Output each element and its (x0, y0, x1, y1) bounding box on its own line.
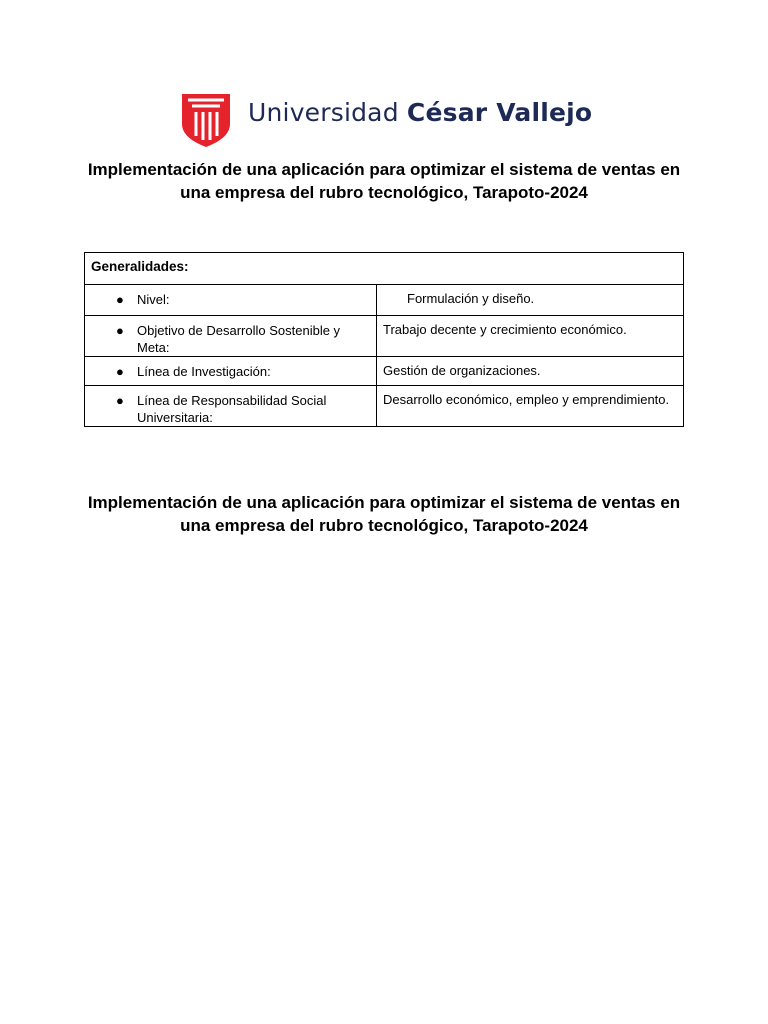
university-name-bold: César Vallejo (406, 98, 593, 127)
table-row (85, 357, 684, 386)
row-value: Trabajo decente y crecimiento económico. (383, 322, 627, 337)
university-logo (180, 90, 600, 150)
row-label-cell (85, 357, 377, 386)
table-header-row (85, 253, 684, 285)
row-label: Línea de Responsabilidad Social Universitaria: (137, 393, 327, 425)
row-label: Línea de Investigación: (137, 364, 271, 379)
bullet-icon: ● (116, 323, 124, 338)
document-title: Implementación de una aplicación para optimizar el sistema de ventas en una empresa del rubro tecnológico, Tarapoto-2024 (87, 160, 681, 202)
row-value-cell (377, 285, 684, 316)
generalidades-table (84, 252, 684, 427)
row-value: Gestión de organizaciones. (383, 363, 541, 378)
university-name (248, 98, 592, 127)
row-label: Nivel: (137, 292, 170, 307)
row-label-cell (85, 386, 377, 427)
row-label-cell (85, 316, 377, 357)
bullet-icon: ● (116, 364, 124, 379)
row-value: Formulación y diseño. (407, 291, 535, 306)
table-row (85, 316, 684, 357)
table-row (85, 285, 684, 316)
row-value-cell (377, 386, 684, 427)
row-value-cell (377, 316, 684, 357)
table-header: Generalidades: (85, 253, 684, 285)
bullet-icon: ● (116, 393, 124, 408)
bullet-icon: ● (116, 292, 124, 307)
row-label: Objetivo de Desarrollo Sostenible y Meta: (137, 323, 341, 355)
row-label-cell (85, 285, 377, 316)
row-value: Desarrollo económico, empleo y emprendimiento. (383, 392, 670, 407)
university-name-regular: Universidad (248, 98, 407, 127)
document-title-repeat: Implementación de una aplicación para optimizar el sistema de ventas en una empresa del rubro tecnológico, Tarapoto-2024 (87, 493, 681, 535)
row-value-cell (377, 357, 684, 386)
university-shield-icon (180, 90, 232, 148)
table-row (85, 386, 684, 427)
